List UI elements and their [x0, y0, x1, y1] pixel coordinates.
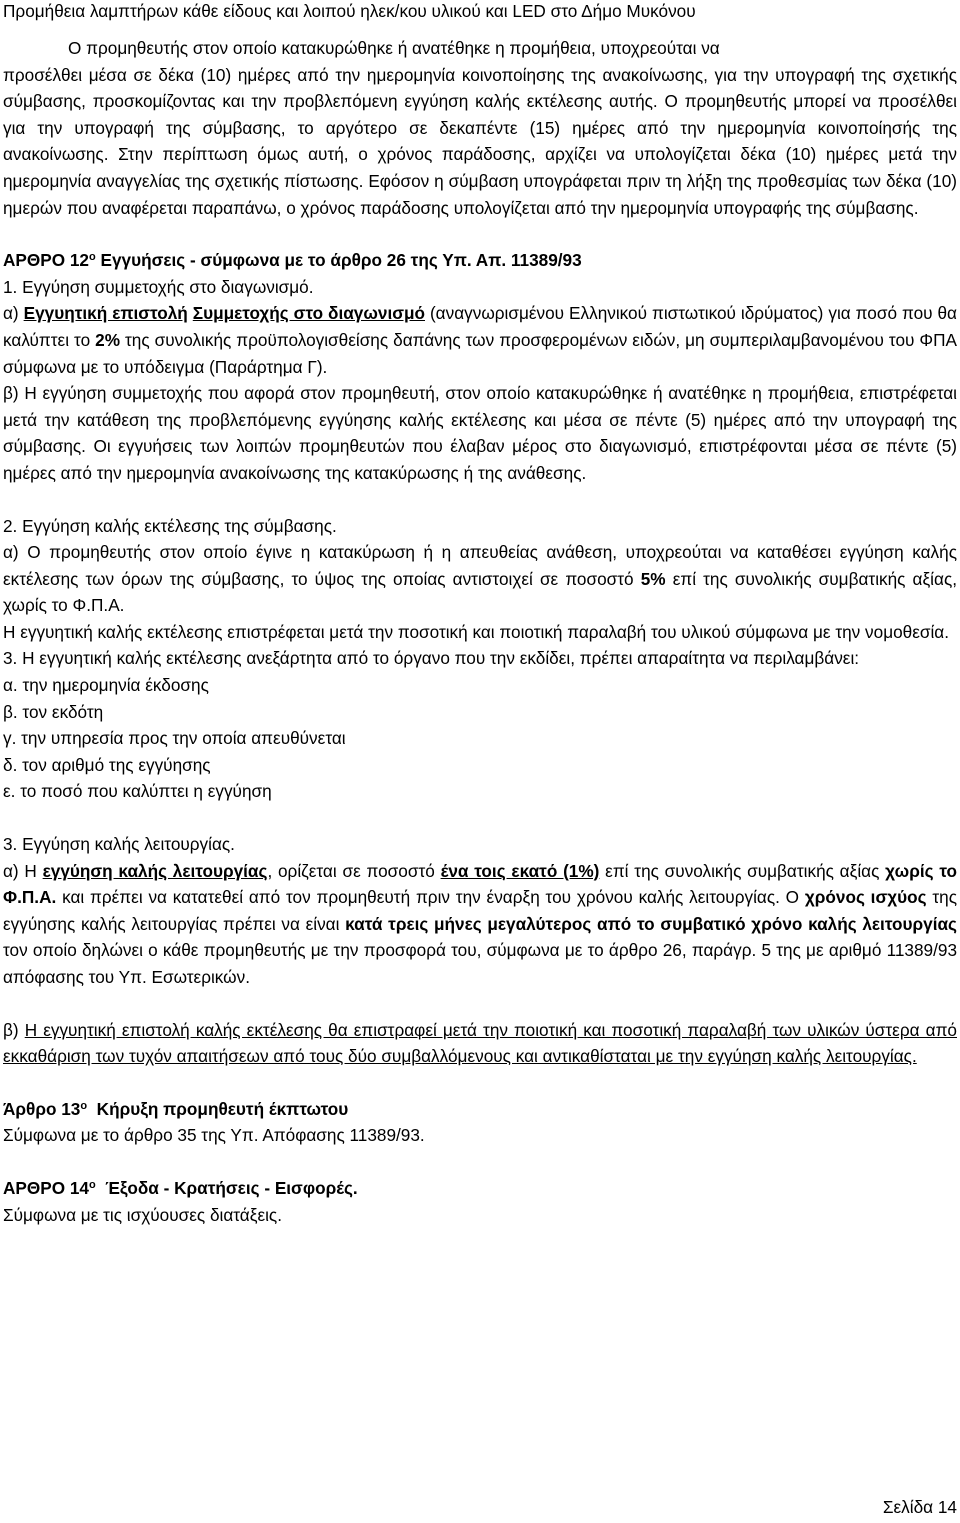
s3b-b-prefix: β) — [3, 1019, 25, 1040]
s1a-bold-2: Συμμετοχής στο διαγωνισμό — [192, 303, 425, 324]
document-page — [3, 0, 957, 1228]
list-item: β. τον εκδότη — [3, 701, 104, 722]
s1a-prefix: α) — [3, 303, 24, 324]
s3b-a-text-5: τον οποίο δηλώνει ο κάθε προμηθευτής με την προσφορά του, σύμφωνα με το άρθρο 26, παράγρ. 5 της με αριθμό 11389/93 απόφασης του Υπ. Εσωτερικών. — [3, 940, 957, 987]
s3b-a-text-3: και πρέπει να κατατεθεί από τον προμηθευτή πριν την έναρξη του χρόνου καλής λειτουργίας. Ο — [56, 887, 805, 908]
section-2-return: Η εγγυητική καλής εκτέλεσης επιστρέφεται μετά την ποσοτική και ποιοτική παραλαβή του υλικού σύμφωνα με την νομοθεσία. — [3, 621, 950, 642]
section-1-b: β) Η εγγύηση συμμετοχής που αφορά στον προμηθευτή, στον οποίο κατακυρώθηκε ή ανατέθηκε η προμήθεια, επιστρέφεται μετά την κατάθεση της προβλεπόμενης εγγύησης καλής εκτέλεσης και μέσα σε πέντε (5) ημέρες από την υπογραφή της σύμβασης. Οι εγγυήσεις των λοιπών προμηθευτών που έλαβαν μέρος στο διαγωνισμό, επιστρέφονται μέσα σε πέντε (5) ημέρες από την ημερομηνία ανακοίνωσης της κατακύρωσης ή της ανάθεσης. — [3, 383, 957, 483]
s2a-start: α) Ο προμηθευτής στον οποίο έγινε η κατακύρωση ή η απευθείας ανάθεση, υποχρεούται να καταθέσει εγγύηση καλής εκτέλεσης των όρων της σύμβασης, το ύψος της οποίας αντιστοιχεί σε ποσοστό — [3, 542, 957, 589]
s2a-percentage: 5% — [640, 568, 666, 589]
section-3b-heading: 3. Εγγύηση καλής λειτουργίας. — [3, 834, 235, 855]
page-footer — [883, 1496, 957, 1518]
list-item: δ. τον αριθμό της εγγύησης — [3, 754, 211, 775]
s3b-a-text-1: , ορίζεται σε ποσοστό — [267, 860, 441, 881]
section-1-a — [3, 300, 957, 380]
list-item: ε. το ποσό που καλύπτει η εγγύηση — [3, 781, 272, 802]
list-item: γ. την υπηρεσία προς την οποία απευθύνεται — [3, 728, 346, 749]
section-1-heading: 1. Εγγύηση συμμετοχής στο διαγωνισμό. — [3, 276, 314, 297]
s3b-a-text-4: της εγγύησης καλής λειτουργίας πρέπει να είναι — [3, 887, 957, 934]
intro-paragraph — [3, 35, 957, 221]
s3b-a-bold-1: εγγύηση καλής λειτουργίας — [42, 860, 268, 881]
s1a-percentage: 2% — [95, 329, 120, 350]
article-14-title-number: ΑΡΘΡΟ 14 — [3, 1177, 89, 1198]
s2a-end: επί της συνολικής συμβατικής αξίας, χωρίς το Φ.Π.Α. — [3, 568, 958, 616]
page-number: 14 — [937, 1497, 957, 1517]
section-3b-a — [3, 858, 957, 991]
article-13-body: Σύμφωνα με το άρθρο 35 της Υπ. Απόφασης 11389/93. — [3, 1125, 425, 1146]
s1a-end: της συνολικής προϋπολογισθείσης δαπάνης των προσφερομένων ειδών, μη συμπεριλαμβανομένου του ΦΠΑ σύμφωνα με το υπόδειγμα (Παράρτημα Γ). — [3, 329, 957, 377]
article-12-title — [3, 247, 957, 274]
intro-first-line: Ο προμηθευτής στον οποίο κατακυρώθηκε ή ανατέθηκε η προμήθεια, υποχρεούται να — [68, 38, 720, 58]
s3b-b-underlined: Η εγγυητική επιστολή καλής εκτέλεσης θα επιστραφεί μετά την ποιοτική και ποσοτική παραλαβή των υλικών ύστερα από εκκαθάριση των τυχόν απαιτήσεων από τους δύο συμβαλλόμενους και αντικαθίσταται με την εγγύηση καλής λειτουργίας. — [3, 1019, 957, 1067]
s3b-a-text-2: επί της συνολικής συμβατικής αξίας — [599, 860, 886, 881]
article-12-title-text: Εγγυήσεις - σύμφωνα με το άρθρο 26 της Υπ. Απ. 11389/93 — [95, 250, 582, 271]
article-13-title — [3, 1096, 957, 1123]
s3b-a-prefix: α) Η — [3, 860, 43, 881]
page-label: Σελίδα — [882, 1497, 934, 1517]
s1a-bold-1: Εγγυητική επιστολή — [23, 303, 188, 324]
article-13-title-sup: ο — [80, 1099, 88, 1112]
article-14-title-sup: ο — [88, 1178, 96, 1191]
intro-body: προσέλθει μέσα σε δέκα (10) ημέρες από την ημερομηνία κοινοποίησης της ανακοίνωσης, για την υπογραφή της σχετικής σύμβασης, προσκομίζοντας και την προβλεπόμενη εγγύηση καλής εκτέλεσης αυτής. Ο προμηθευτής μπορεί να προσέλθει για την υπογραφή της σύμβασης, το αργότερο σε δεκαπέντε (15) ημέρες από την ημερομηνία κοινοποίησής της ανακοίνωσης. Στην περίπτωση όμως αυτή, ο χρόνος παράδοσης, αρχίζει να υπολογίζεται δέκα (10) ημέρες μετά την ημερομηνία αναγγελίας της σχετικής πίστωσης. Εφόσον η σύμβαση υπογράφεται πριν τη λήξη της προθεσμίας των δέκα (10) ημερών που αναφέρεται παραπάνω, ο χρόνος παράδοσης υπολογίζεται από την ημερομηνία υπογραφής της σύμβασης. — [3, 64, 957, 218]
section-3-intro: 3. Η εγγυητική καλής εκτέλεσης ανεξάρτητα από το όργανο που την εκδίδει, πρέπει απαραίτητα να περιλαμβάνει: — [3, 648, 860, 669]
article-13 — [3, 1096, 957, 1149]
section-2-a — [3, 539, 957, 619]
list-item: α. την ημερομηνία έκδοσης — [3, 675, 209, 696]
s3b-a-bold-3: χωρίς το Φ.Π.Α. — [3, 860, 958, 908]
article-12 — [3, 247, 957, 1070]
s1a-middle: (αναγνωρισμένου Ελληνικού πιστωτικού ιδρύματος) για ποσό που θα καλύπτει το — [3, 303, 957, 350]
article-12-title-sup: ο — [88, 251, 96, 264]
s3b-a-bold-5: κατά τρεις μήνες μεγαλύτερος από το συμβατικό χρόνο καλής λειτουργίας — [345, 913, 957, 934]
s3b-a-bold-2: ένα τοις εκατό (1%) — [440, 860, 600, 881]
article-13-title-number: Άρθρο 13 — [3, 1098, 81, 1119]
article-14-title — [3, 1175, 957, 1202]
document-header: Προμήθεια λαμπτήρων κάθε είδους και λοιπού ηλεκ/κου υλικού και LED στο Δήμο Μυκόνου — [3, 1, 696, 21]
article-12-title-number: ΑΡΘΡΟ 12 — [3, 250, 89, 271]
section-2-heading: 2. Εγγύηση καλής εκτέλεσης της σύμβασης. — [3, 515, 337, 536]
article-13-title-text: Κήρυξη προμηθευτή έκπτωτου — [87, 1098, 349, 1119]
article-14-body: Σύμφωνα με τις ισχύουσες διατάξεις. — [3, 1204, 282, 1225]
section-3b-b — [3, 1017, 957, 1070]
s3b-a-bold-4: χρόνος ισχύος — [804, 887, 927, 908]
article-14 — [3, 1175, 957, 1228]
article-14-title-text: Έξοδα - Κρατήσεις - Εισφορές. — [95, 1177, 358, 1198]
